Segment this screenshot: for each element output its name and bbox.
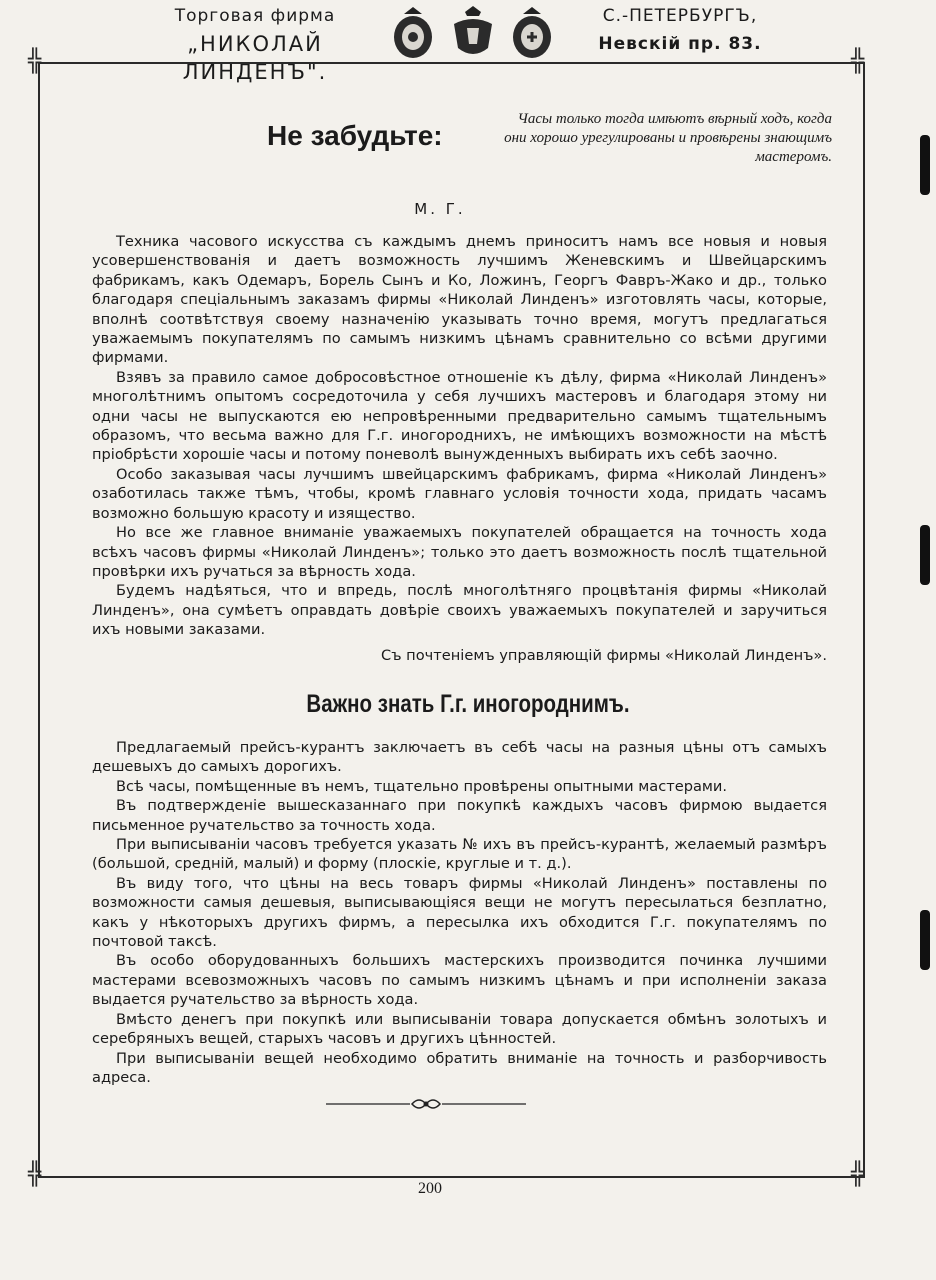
paragraph: При выписываніи вещей необходимо обратить вниманіе на точность и разборчивость адреса. bbox=[92, 1049, 827, 1086]
paragraph: Въ подтвержденіе вышесказаннаго при покупкѣ каждыхъ часовъ фирмою выдается письменное ручательство за точность хода. bbox=[92, 797, 827, 834]
eagle-crest-icon bbox=[450, 4, 496, 60]
frame-corner-ornament: ╬ bbox=[28, 1162, 42, 1187]
header-crests bbox=[390, 4, 555, 60]
scan-edge-mark bbox=[920, 525, 930, 585]
section-reminder bbox=[92, 110, 832, 190]
scan-edge-mark bbox=[920, 135, 930, 195]
salutation: М. Г. bbox=[414, 200, 466, 218]
paragraph: Вмѣсто денегъ при покупкѣ или выписываніи товара допускается обмѣнъ золотыхъ и серебряныхъ вещей, старыхъ часовъ и другихъ цѣнностей. bbox=[92, 1010, 827, 1048]
section-title: Не забудьте: bbox=[267, 120, 443, 151]
signature: Съ почтеніемъ управляющій фирмы «Николай Линденъ». bbox=[381, 646, 827, 664]
paragraph: Въ виду того, что цѣны на весь товаръ фирмы «Николай Линденъ» поставлены по возможности самыя дешевыя, выписывающіяся вещи не могутъ пересылаться безплатно, какъ у нѣкоторыхъ другихъ фирмъ, а пересылка ихъ обходится Г.г. покупателямъ по почтовой таксѣ. bbox=[92, 874, 827, 951]
paragraph: Особо заказывая часы лучшимъ швейцарскимъ фабрикамъ, фирма «Николай Линденъ» озаботилась также тѣмъ, чтобы, кромѣ главнаго условія точности хода, придать часамъ возможно большую красоту и изящество. bbox=[92, 465, 827, 522]
paragraph: Будемъ надѣяться, что и впредь, послѣ многолѣтняго процвѣтанія фирмы «Николай Линденъ», она сумѣетъ оправдать довѣріе своихъ уважаемыхъ покупателей и заручиться ихъ новыми заказами. bbox=[92, 582, 827, 639]
frame-corner-ornament: ╬ bbox=[28, 49, 42, 74]
crest-icon bbox=[509, 4, 555, 60]
frame-corner-ornament: ╬ bbox=[851, 1162, 865, 1187]
epigraph-note: Часы только тогда имѣютъ вѣрный ходъ, когда они хорошо урегулированы и провѣрены знающимъ мастеромъ. bbox=[504, 111, 832, 165]
page-number: 200 bbox=[418, 1180, 442, 1197]
scan-edge-mark bbox=[920, 910, 930, 970]
paragraph: При выписываніи часовъ требуется указать № ихъ въ прейсъ-курантѣ, желаемый размѣръ (большой, средній, малый) и форму (плоскіе, круглые и т. д.). bbox=[92, 836, 827, 873]
section-title: Важно знать Г.г. иногороднимъ. bbox=[306, 690, 630, 718]
header-city: С.-ПЕТЕРБУРГЪ, bbox=[602, 6, 758, 26]
header-firm-name: „НИКОЛАЙ ЛИНДЕНЪ". bbox=[182, 32, 328, 84]
paragraph: Техника часового искусства съ каждымъ днемъ приноситъ намъ все новыя и новыя усовершенствованія и даетъ возможность лучшимъ Женевскимъ и Швейцарскимъ фабрикамъ, какъ Одемаръ, Борель Сынъ и Ко, Ложинъ, Георгъ Фавръ-Жако и др., только благодаря спеціальнымъ заказамъ фирмы «Николай Линденъ» изготовлять часы, которые, вполнѣ соотвѣтствуя своему назначенію указывать точно время, могутъ предлагаться уважаемымъ покупателямъ по самымъ низкимъ цѣнамъ сравнительно со всѣми другими фирмами. bbox=[92, 233, 827, 367]
paragraph: Но все же главное вниманіе уважаемыхъ покупателей обращается на точность хода всѣхъ часовъ фирмы «Николай Линденъ»; только это даетъ возможность послѣ тщательной провѣрки ихъ ручаться за вѣрность хода. bbox=[92, 524, 827, 580]
header-firm-label: Торговая фирма bbox=[174, 6, 336, 26]
letter-body bbox=[92, 232, 827, 665]
info-body bbox=[92, 738, 827, 1087]
paragraph: Всѣ часы, помѣщенные въ немъ, тщательно провѣрены опытными мастерами. bbox=[116, 777, 728, 795]
paragraph: Предлагаемый прейсъ-курантъ заключаетъ въ себѣ часы на разныя цѣны отъ самыхъ дешевыхъ до самыхъ дорогихъ. bbox=[92, 739, 827, 776]
header-address: Невскій пр. 83. bbox=[598, 34, 762, 54]
header-address-block bbox=[580, 2, 780, 58]
frame-corner-ornament: ╬ bbox=[851, 49, 865, 74]
crest-icon bbox=[390, 4, 436, 60]
paragraph: Въ особо оборудованныхъ большихъ мастерскихъ производится починка лучшими мастерами всевозможныхъ часовъ по самымъ низкимъ цѣнамъ и при исполненіи заказа выдается ручательство за вѣрность хода. bbox=[92, 952, 827, 1009]
paragraph: Взявъ за правило самое добросовѣстное отношеніе къ дѣлу, фирма «Николай Линденъ» многолѣтнимъ опытомъ сосредоточила у себя лучшихъ мастеровъ и благодаря этому ни одни часы не выпускаются ею непровѣренными предварительно самымъ тщательнымъ образомъ, что весьма важно для Г.г. иногороднихъ, не имѣющихъ возможности на мѣстѣ пріобрѣсти хорошіе часы и потому поневолѣ вынужденныхъ выбирать ихъ себѣ заочно. bbox=[92, 368, 827, 464]
ornament-divider-icon bbox=[326, 1096, 526, 1112]
